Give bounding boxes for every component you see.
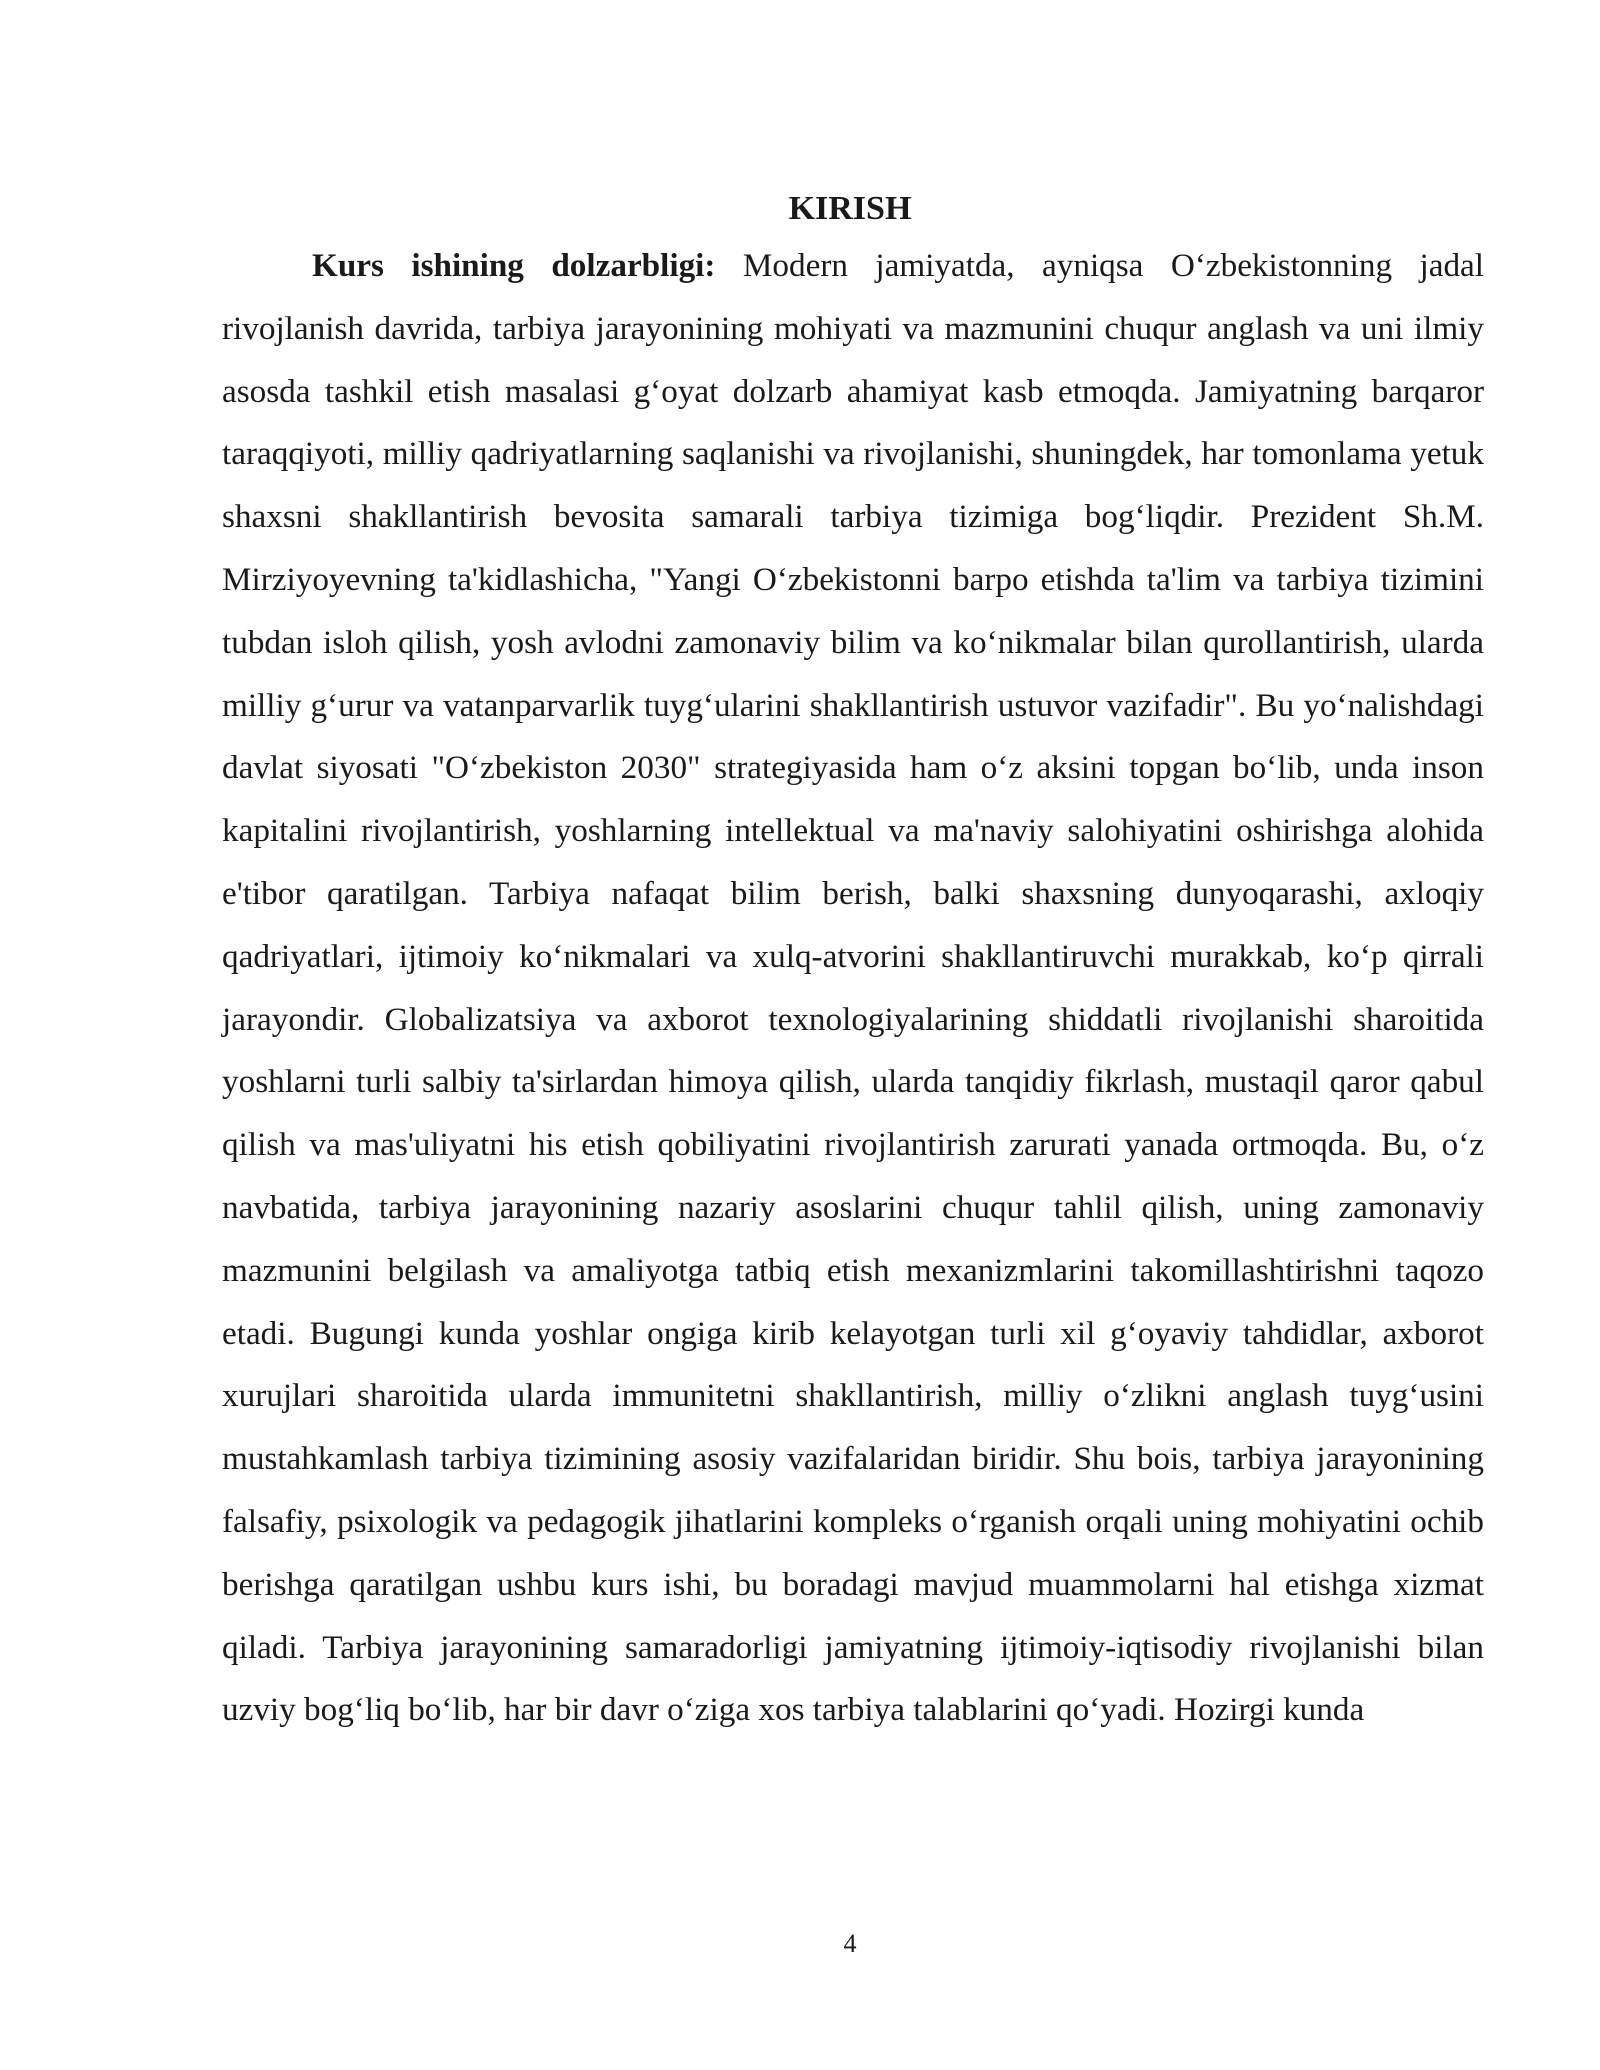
page-number: 4: [843, 1929, 857, 1958]
body-paragraph: [222, 235, 1484, 1742]
paragraph-text: Modern jamiyatda, ayniqsa O‘zbekistonning jadal rivojlanish davrida, tarbiya jarayonining mohiyati va mazmunini chuqur anglash va uni ilmiy asosda tashkil etish masalasi g‘oyat dolzarb ahamiyat kasb etmoqda. Jamiyatning barqaror taraqqiyoti, milliy qadriyatlarning saqlanishi va rivojlanishi, shuningdek, har tomonlama yetuk shaxsni shakllantirish bevosita samarali tarbiya tizimiga bog‘liqdir. Prezident Sh.M. Mirziyoyevning ta'kidlashicha, "Yangi O‘zbekistonni barpo etishda ta'lim va tarbiya tizimini tubdan isloh qilish, yosh avlodni zamonaviy bilim va ko‘nikmalar bilan qurollantirish, ularda milliy g‘urur va vatanparvarlik tuyg‘ularini shakllantirish ustuvor vazifadir". Bu yo‘nalishdagi davlat siyosati "O‘zbekiston 2030" strategiyasida ham o‘z aksini topgan bo‘lib, unda inson kapitalini rivojlantirish, yoshlarning intellektual va ma'naviy salohiyatini oshirishga alohida e'tibor qaratilgan. Tarbiya nafaqat bilim berish, balki shaxsning dunyoqarashi, axloqiy qadriyatlari, ijtimoiy ko‘nikmalari va xulq-atvorini shakllantiruvchi murakkab, ko‘p qirrali jarayondir. Globalizatsiya va axborot texnologiyalarining shiddatli rivojlanishi sharoitida yoshlarni turli salbiy ta'sirlardan himoya qilish, ularda tanqidiy fikrlash, mustaqil qaror qabul qilish va mas'uliyatni his etish qobiliyatini rivojlantirish zarurati yanada ortmoqda. Bu, o‘z navbatida, tarbiya jarayonining nazariy asoslarini chuqur tahlil qilish, uning zamonaviy mazmunini belgilash va amaliyotga tatbiq etish mexanizmlarini takomillashtirishni taqozo etadi. Bugungi kunda yoshlar ongiga kirib kelayotgan turli xil g‘oyaviy tahdidlar, axborot xurujlari sharoitida ularda immunitetni shakllantirish, milliy o‘zlikni anglash tuyg‘usini mustahkamlash tarbiya tizimining asosiy vazifalaridan biridir. Shu bois, tarbiya jarayonining falsafiy, psixologik va pedagogik jihatlarini kompleks o‘rganish orqali uning mohiyatini ochib berishga qaratilgan ushbu kurs ishi, bu boradagi mavjud muammolarni hal etishga xizmat qiladi. Tarbiya jarayonining samaradorligi jamiyatning ijtimoiy-iqtisodiy rivojlanishi bilan uzviy bog‘liq bo‘lib, har bir davr o‘ziga xos tarbiya talablarini qo‘yadi. Hozirgi kunda: [222, 247, 1484, 1729]
section-heading: KIRISH: [788, 190, 912, 227]
lead-label: Kurs ishining dolzarbligi:: [312, 247, 716, 284]
